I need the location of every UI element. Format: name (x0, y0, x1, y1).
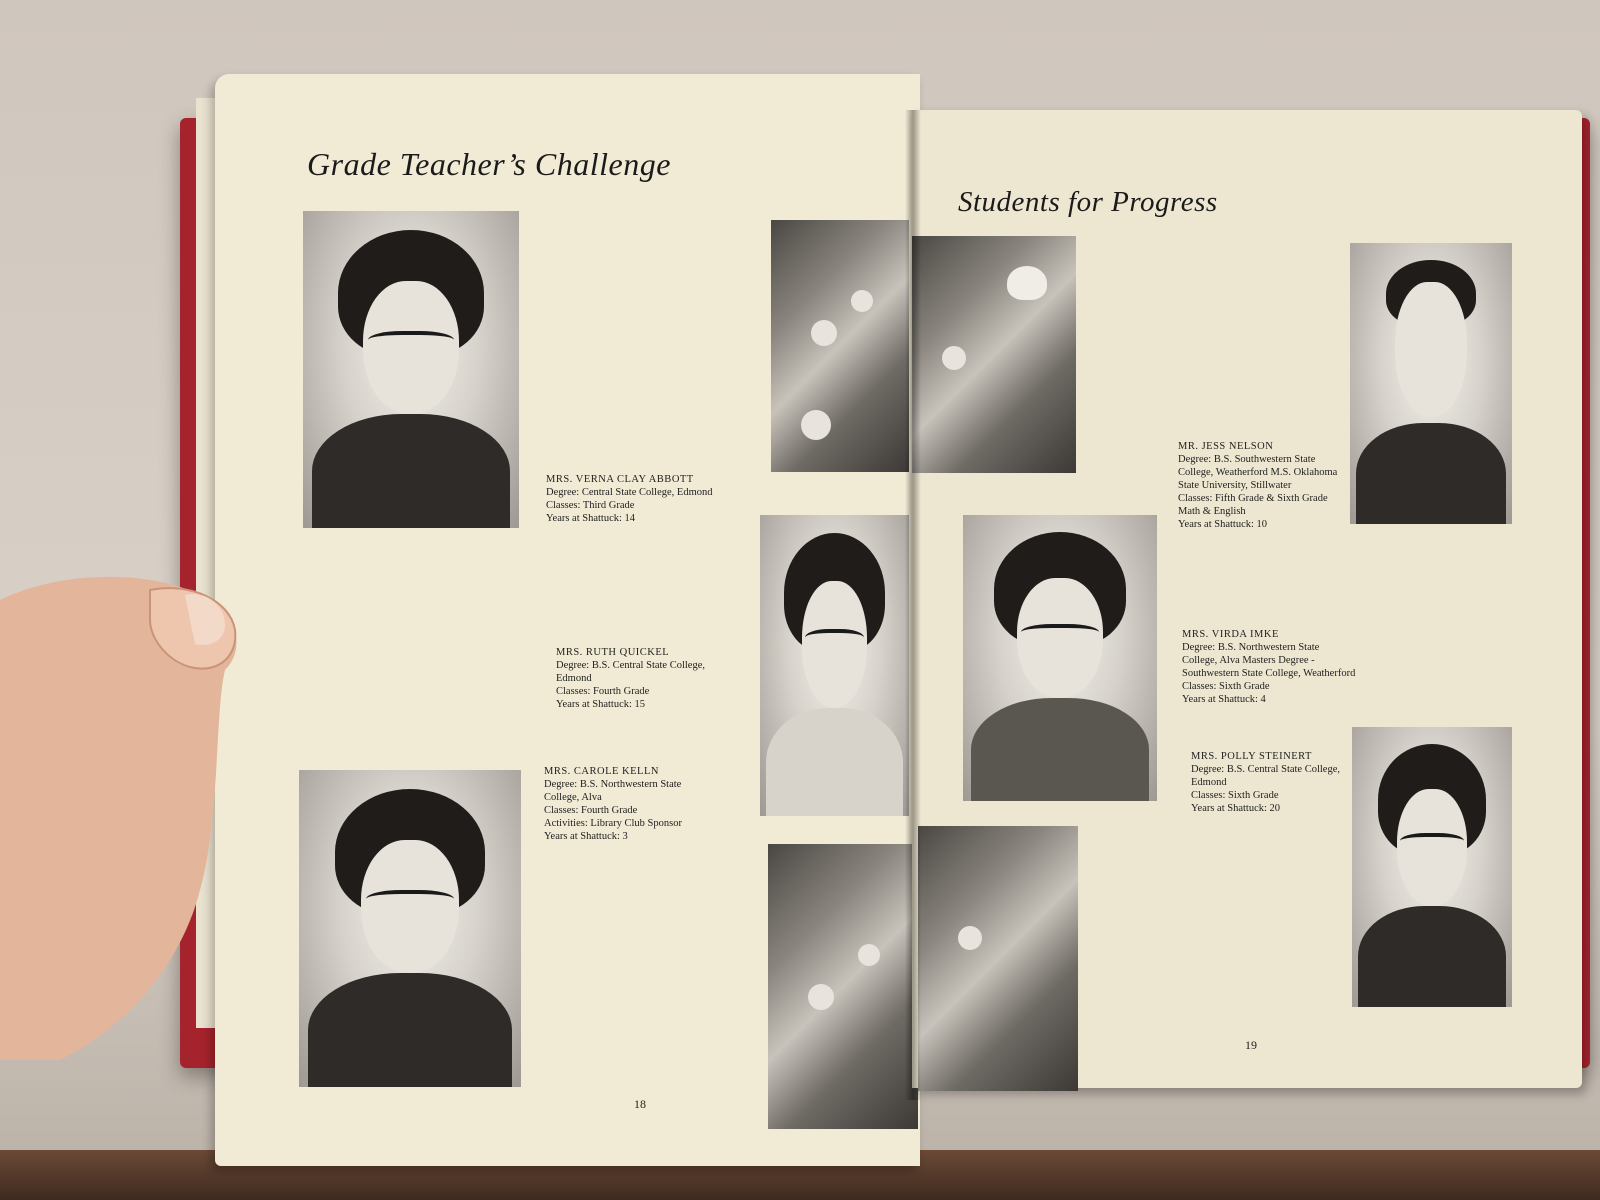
caption-line: Degree: Central State College, Edmond (546, 487, 713, 498)
caption-line: Years at Shattuck: 4 (1182, 694, 1266, 705)
caption-line: Edmond (1191, 777, 1227, 788)
caption-line: Classes: Third Grade (546, 500, 635, 511)
portrait-imke (963, 515, 1157, 801)
teacher-name: MRS. VERNA CLAY ABBOTT (546, 474, 694, 485)
caption-line: Degree: B.S. Central State College, (1191, 764, 1341, 775)
page-number-left: 18 (634, 1097, 646, 1111)
caption-line: College, Weatherford M.S. Oklahoma (1178, 467, 1338, 478)
teacher-name: MRS. POLLY STEINERT (1191, 751, 1312, 762)
caption-line: Years at Shattuck: 3 (544, 831, 628, 842)
page-number-right: 19 (1245, 1038, 1257, 1052)
caption-line: Degree: B.S. Southwestern State (1178, 454, 1316, 465)
caption-line: Years at Shattuck: 14 (546, 513, 636, 524)
classroom-photo-library (918, 826, 1078, 1091)
portrait-abbott (303, 211, 519, 528)
caption-line: Math & English (1178, 506, 1246, 517)
caption-line: Degree: B.S. Northwestern State (544, 779, 682, 790)
caption-line: Classes: Fifth Grade & Sixth Grade (1178, 493, 1328, 504)
caption-line: Southwestern State College, Weatherford (1182, 668, 1356, 679)
caption-line: State University, Stillwater (1178, 480, 1292, 491)
caption-line: College, Alva Masters Degree - (1182, 655, 1315, 666)
classroom-photo-top (771, 220, 909, 472)
hand-holding-book (0, 560, 240, 1060)
caption-line: Years at Shattuck: 20 (1191, 803, 1281, 814)
book-spine (905, 110, 921, 1100)
teacher-name: MRS. RUTH QUICKEL (556, 647, 670, 658)
portrait-steinert (1352, 727, 1512, 1007)
classroom-photo-bottom (768, 844, 918, 1129)
caption-imke (1182, 628, 1355, 706)
caption-line: Classes: Fourth Grade (556, 686, 650, 697)
caption-nelson (1178, 440, 1337, 531)
teacher-name: MRS. CAROLE KELLN (544, 766, 659, 777)
caption-quickel (556, 646, 705, 711)
portrait-quickel (760, 515, 909, 816)
portrait-nelson (1350, 243, 1512, 524)
left-page-title: Grade Teacher’s Challenge (307, 146, 671, 182)
teacher-name: MR. JESS NELSON (1178, 441, 1274, 452)
caption-line: Years at Shattuck: 10 (1178, 519, 1268, 530)
caption-line: College, Alva (544, 792, 602, 803)
caption-line: Activities: Library Club Sponsor (544, 818, 682, 829)
classroom-photo-valentine (912, 236, 1076, 473)
caption-abbott (546, 473, 713, 525)
teacher-name: MRS. VIRDA IMKE (1182, 629, 1279, 640)
portrait-kelln (299, 770, 521, 1087)
caption-line: Classes: Sixth Grade (1182, 681, 1270, 692)
right-page-title: Students for Progress (958, 186, 1218, 218)
caption-line: Edmond (556, 673, 592, 684)
caption-kelln (544, 765, 682, 843)
caption-line: Classes: Sixth Grade (1191, 790, 1279, 801)
caption-line: Classes: Fourth Grade (544, 805, 638, 816)
caption-steinert (1191, 750, 1340, 815)
caption-line: Years at Shattuck: 15 (556, 699, 646, 710)
caption-line: Degree: B.S. Central State College, (556, 660, 706, 671)
caption-line: Degree: B.S. Northwestern State (1182, 642, 1320, 653)
